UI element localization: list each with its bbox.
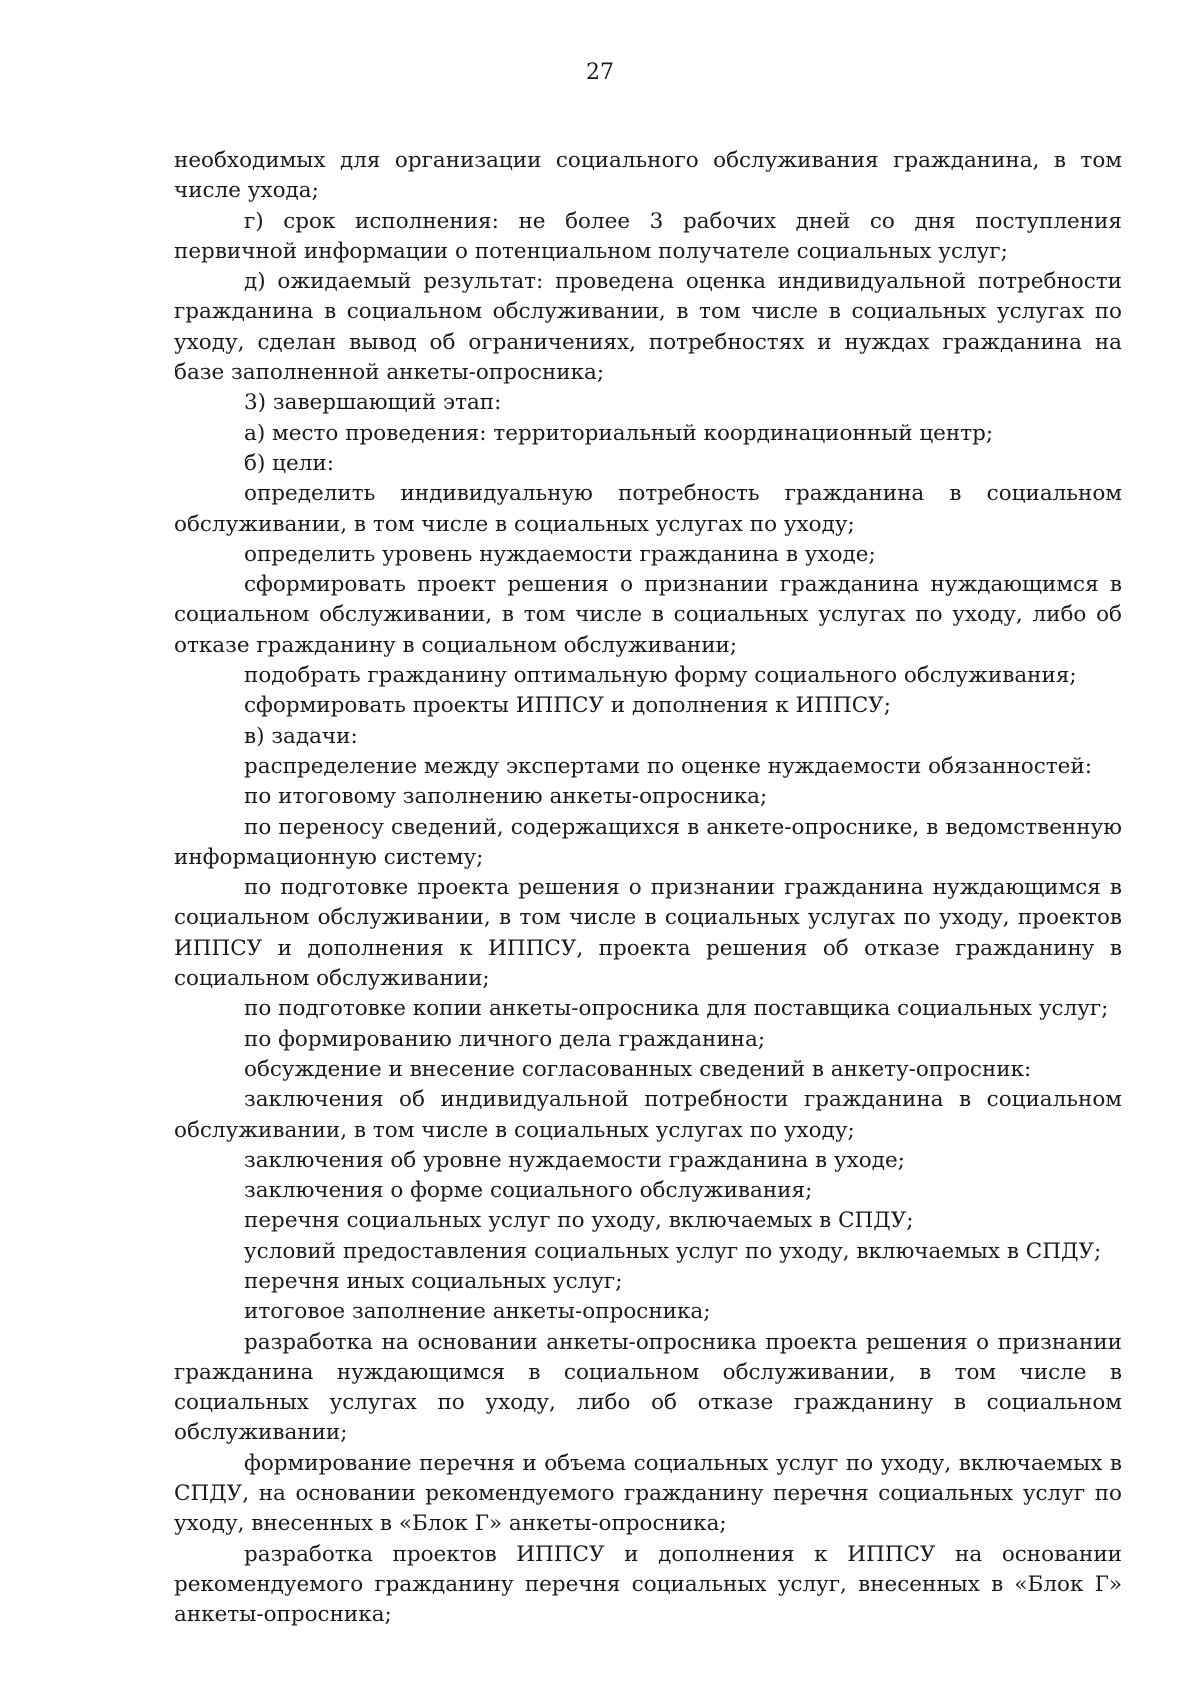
paragraph: б) цели:: [244, 450, 334, 476]
paragraph: итоговое заполнение анкеты-опросника;: [244, 1299, 711, 1325]
page-number: 27: [586, 60, 614, 85]
paragraph: д) ожидаемый результат: проведена оценка индивидуальной потребности гражданина в социальном обслуживании, в том числе в социальных услугах по уходу, сделан вывод об ограничениях, потребностях и нуждах гражданина на базе заполненной анкеты-опросника;: [174, 269, 1122, 386]
paragraph: по формированию личного дела гражданина;: [244, 1026, 766, 1052]
paragraph: заключения об индивидуальной потребности гражданина в социальном обслуживании, в том числе в социальных услугах по уходу;: [174, 1087, 1122, 1143]
paragraph: по подготовке проекта решения о признании гражданина нуждающимся в социальном обслуживании, в том числе в социальных услугах по уходу, проектов ИППСУ и дополнения к ИППСУ, проекта решения об отказе гражданину в социальном обслуживании;: [174, 875, 1122, 992]
paragraph: необходимых для организации социального обслуживания гражданина, в том числе ухода;: [174, 148, 1122, 204]
paragraph: определить индивидуальную потребность гражданина в социальном обслуживании, в том числе в социальных услугах по уходу;: [174, 481, 1122, 537]
paragraph: заключения о форме социального обслуживания;: [244, 1178, 813, 1204]
paragraph: условий предоставления социальных услуг по уходу, включаемых в СПДУ;: [244, 1238, 1102, 1264]
paragraph: определить уровень нуждаемости гражданина в уходе;: [244, 541, 876, 567]
paragraph: распределение между экспертами по оценке нуждаемости обязанностей:: [244, 753, 1092, 779]
paragraph: разработка проектов ИППСУ и дополнения к ИППСУ на основании рекомендуемого гражданину перечня социальных услуг, внесенных в «Блок Г» анкеты-опросника;: [174, 1541, 1122, 1628]
paragraph: сформировать проекты ИППСУ и дополнения к ИППСУ;: [244, 693, 891, 719]
paragraph: 3) завершающий этап:: [244, 390, 502, 416]
paragraph: подобрать гражданину оптимальную форму социального обслуживания;: [244, 663, 1077, 689]
paragraph: г) срок исполнения: не более 3 рабочих дней со дня поступления первичной информации о потенциальном получателе социальных услуг;: [174, 208, 1122, 264]
document-body: [174, 146, 1122, 1631]
paragraph: по подготовке копии анкеты-опросника для поставщика социальных услуг;: [244, 996, 1109, 1022]
paragraph: в) задачи:: [244, 723, 358, 749]
paragraph: а) место проведения: территориальный координационный центр;: [244, 420, 994, 446]
paragraph: разработка на основании анкеты-опросника проекта решения о признании гражданина нуждающимся в социальном обслуживании, в том числе в социальных услугах по уходу, либо об отказе гражданину в социальном обслуживании;: [174, 1329, 1122, 1446]
paragraph: перечня социальных услуг по уходу, включаемых в СПДУ;: [244, 1208, 914, 1234]
paragraph: по переносу сведений, содержащихся в анкете-опроснике, в ведомственную информационную систему;: [174, 814, 1122, 870]
paragraph: формирование перечня и объема социальных услуг по уходу, включаемых в СПДУ, на основании рекомендуемого гражданину перечня социальных услуг по уходу, внесенных в «Блок Г» анкеты-опросника;: [174, 1450, 1122, 1537]
paragraph: перечня иных социальных услуг;: [244, 1268, 623, 1294]
paragraph: по итоговому заполнению анкеты-опросника;: [244, 784, 768, 810]
paragraph: обсуждение и внесение согласованных сведений в анкету-опросник:: [244, 1056, 1032, 1082]
paragraph: заключения об уровне нуждаемости гражданина в уходе;: [244, 1147, 905, 1173]
paragraph: сформировать проект решения о признании гражданина нуждающимся в социальном обслуживании, в том числе в социальных услугах по уходу, либо об отказе гражданину в социальном обслуживании;: [174, 572, 1122, 658]
